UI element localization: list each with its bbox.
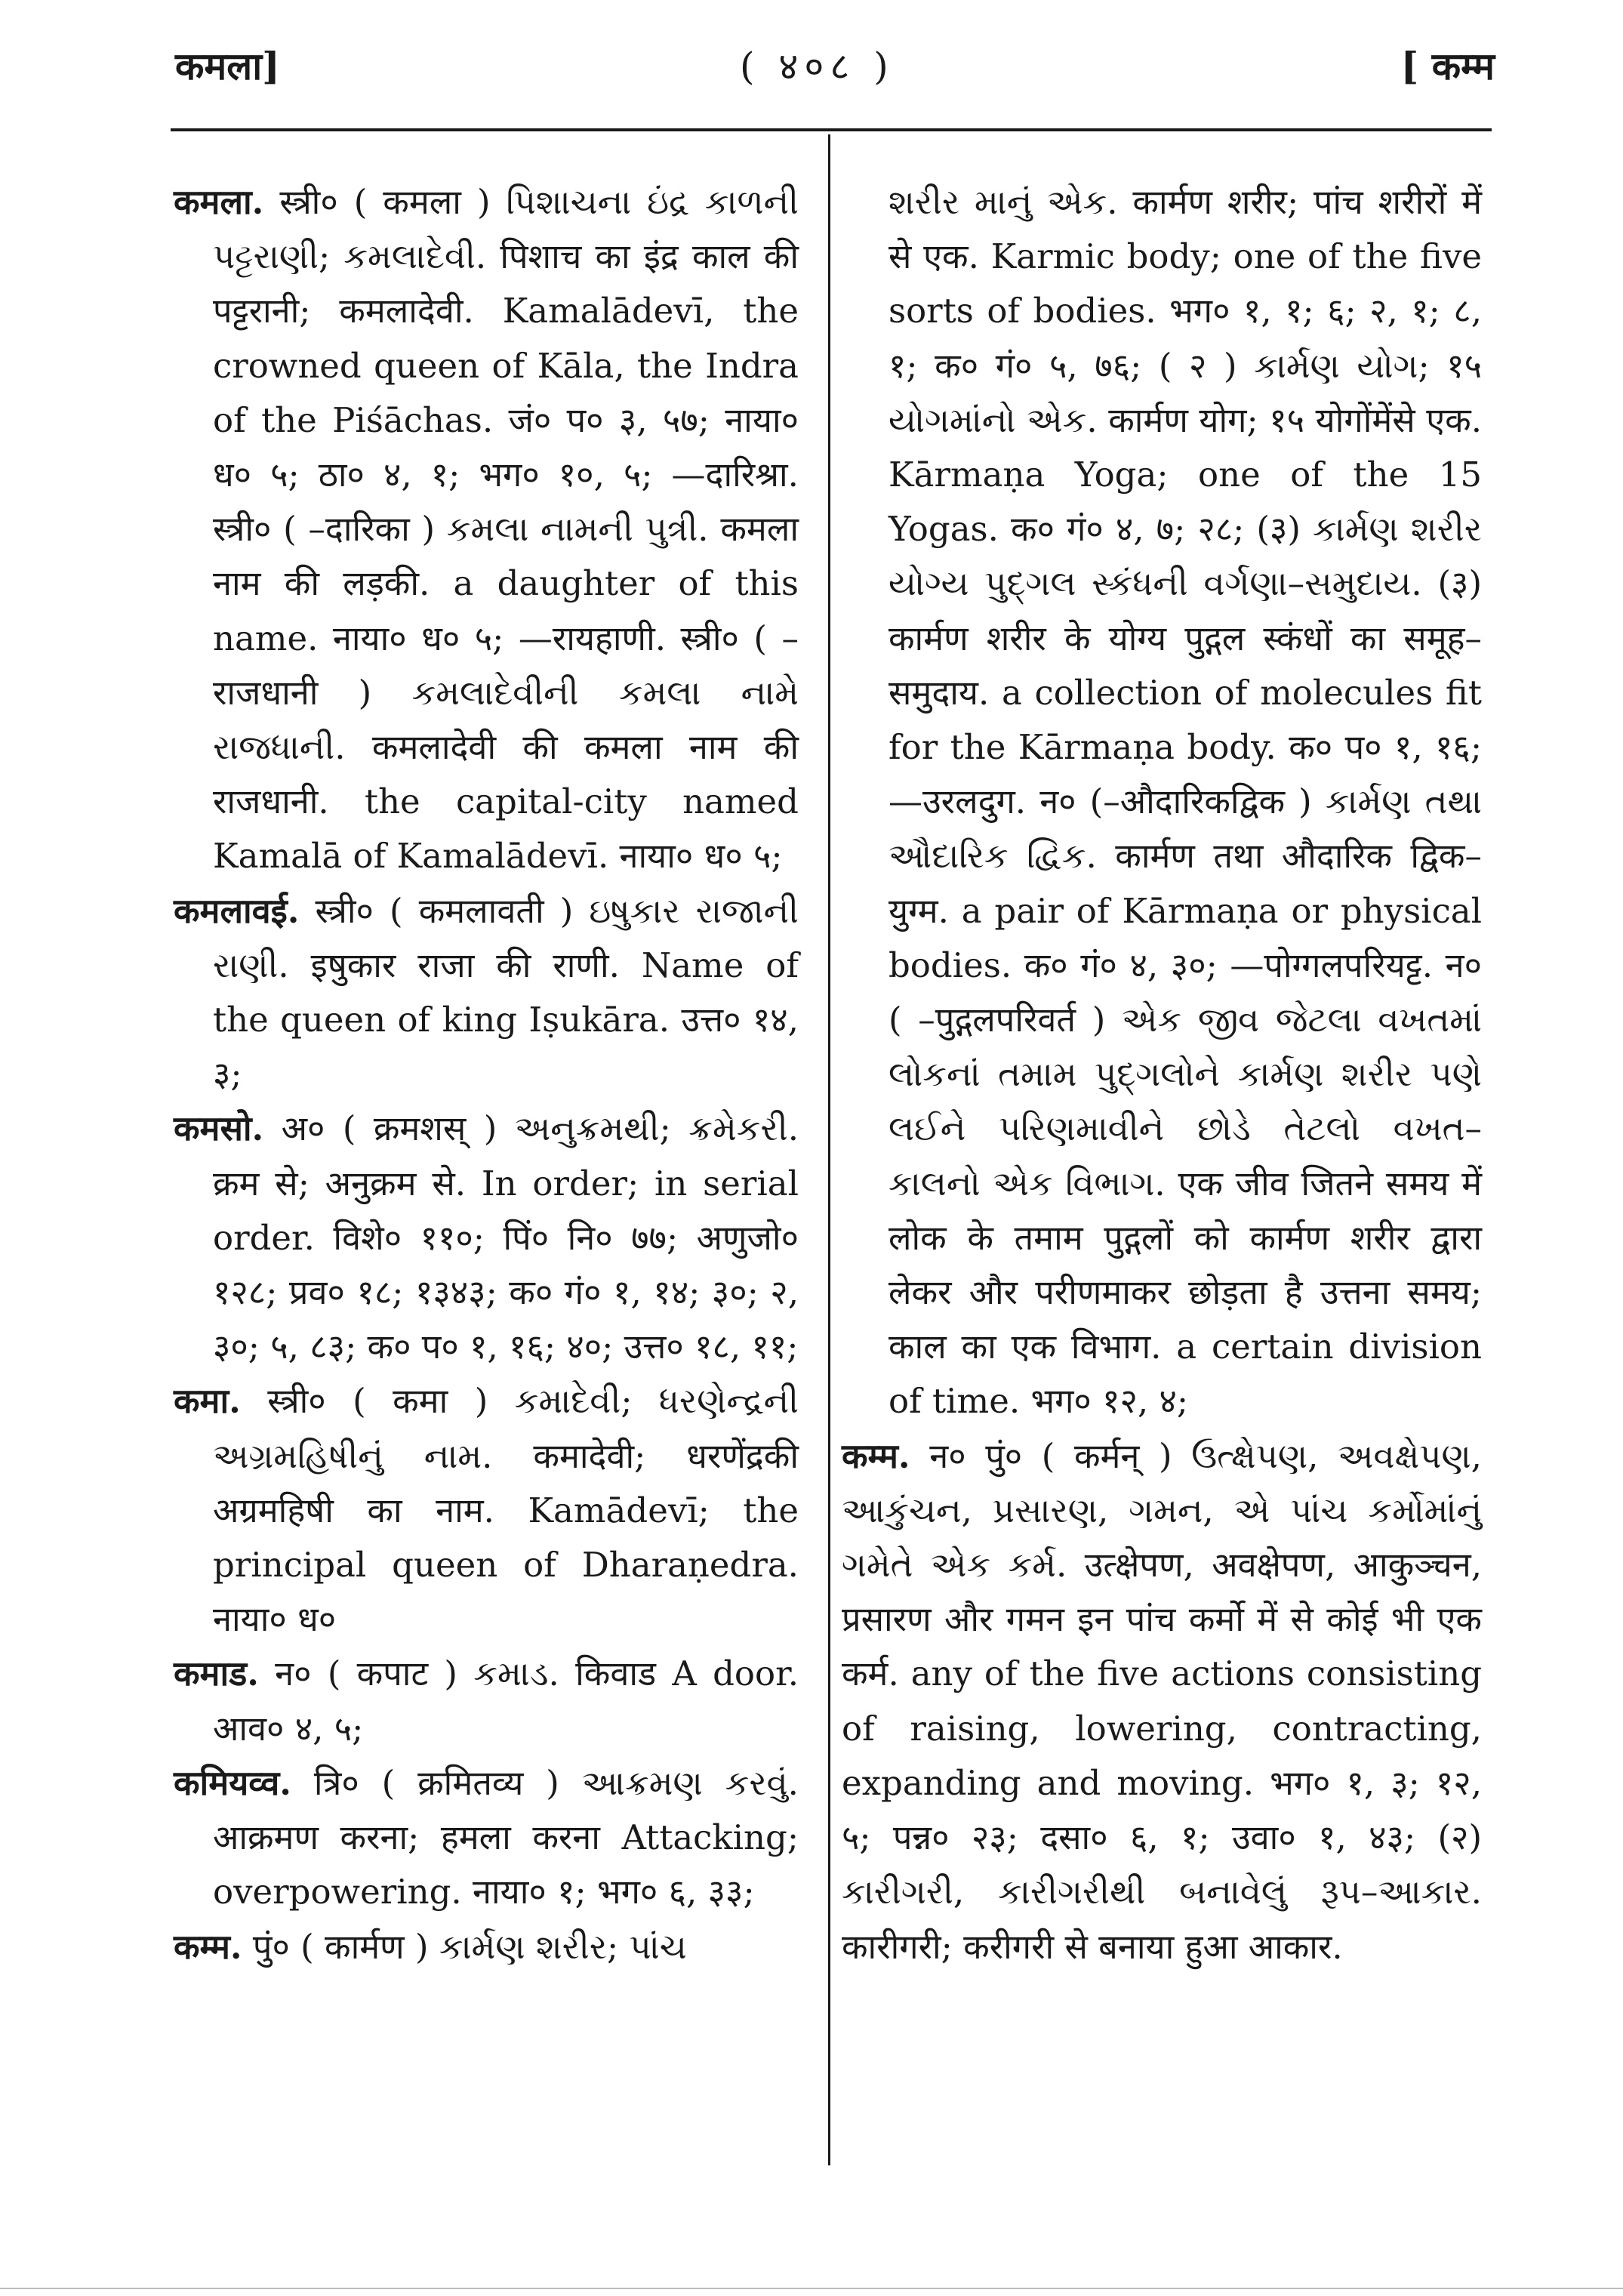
entry-text: अ० ( क्रमशस् ) અનુક્રમથી; ક્રમેકરી. क्रम से; अनुक्रम से. In order; in serial order. विशे० ११०; पिं० नि० ७७; अणुजो० १२८; प्रव० १८; १३४३; क० गं० १, १४; ३०; २, ३०; ५, ८३; क० प० १, १६; ४०; उत्त० १८, ११; [213, 1108, 799, 1367]
left-column [174, 175, 799, 1974]
entry-text: स्त्री० ( कमला ) પિશાચના ઇંદ્ર કાળની પટ્ટરાણી; કમલાદેવી. पिशाच का इंद्र काल की पट्टरानी; कमलादेवी. Kamalādevī, the crowned queen of Kāla, the Indra of the Piśāchas. जं० प० ३, ५७; नाया० ध० ५; ठा० ४, १; भग० १०, ५; —दारिश्रा. स्त्री० ( –दारिका ) કમલા નામની પુત્રી. कमला नाम की लड़की. a daughter of this name. नाया० ध० ५; —रायहाणी. स्त्री० ( –राजधानी ) કમલાદેવીની કમલા નામે રાજધાની. कमलादेवी की कमला नाम की राजधानी. the capital-city named Kamalā of Kamalādevī. नाया० ध० ५; [213, 182, 799, 877]
dictionary-entry [174, 1102, 799, 1374]
entry-text: શરીર માનું એક. कार्मण शरीर; पांच शरीरों में से एक. Karmic body; one of the five sorts of bodies. भग० १, १; ६; २, १; ८, १; क० गं० ५, ७६; ( २ ) કાર્મણ યોગ; १५ યોગમાંનો એક. कार्मण योग; १५ योगोंमेंसे एक. Kārmaṇa Yoga; one of the 15 Yogas. क० गं० ४, ७; २८; (३) કાર્મણ શરીર યોગ્ય પુદ્ગલ સ્કંધની વર્ગણા–સમુદાય. (३) कार्मण शरीर के योग्य पुद्गल स्कंधों का समूह–समुदाय. a collection of molecules fit for the Kārmaṇa body. क० प० १, १६; —उरलदुग. न० (–औदारिकद्विक ) કાર્મણ તથા ઔદારિક દ્વિક. कार्मण तथा औदारिक द्विक–युग्म. a pair of Kārmaṇa or physical bodies. क० गं० ४, ३०; —पोग्गलपरियट्ट. न० ( –पुद्गलपरिवर्त ) એક જીવ જેટલા વખતમાં લોકનાં તમામ પુદ્ગલોને કાર્મણ શરીર પણે લઈને પરિણમાવીને છોડે તેટલો વખત–કાલનો એક વિભાગ. एक जीव जितने समय में लोक के तमाम पुद्गलों को कार्मण शरीर द्वारा लेकर और परीणमाकर छोड़ता है उत्तना समय; काल का एक विभाग. a certain division of time. भग० १२, ४; [888, 182, 1482, 1422]
entry-text: पुं० ( कार्मण ) કાર્મણ શરીર; પાંચ [252, 1926, 687, 1967]
entry-headword: कम्म. [174, 1926, 242, 1967]
entry-text: त्रि० ( क्रमितव्य ) આક્રમણ કરવું. आक्रमण करना; हमला करना Attacking; overpowering. नाया० १; भग० ६, ३३; [213, 1762, 799, 1912]
page-number: ( ४०८ ) [740, 45, 895, 88]
entry-headword: कमलावई. [174, 890, 300, 931]
entry-headword: कमसो. [174, 1108, 264, 1149]
bottom-scan-edge [0, 2288, 1623, 2289]
dictionary-entry [174, 1374, 799, 1647]
dictionary-entry [842, 1429, 1482, 1974]
dictionary-entry-continuation [842, 175, 1482, 1429]
entry-headword: कम्म. [842, 1435, 910, 1476]
header-right-guideword: [ कम्म [1400, 44, 1495, 88]
entry-text: स्त्री० ( कमलावती ) ઇષુકાર રાજાની રાણી. इषुकार राजा की राणी. Name of the queen of king Iṣukāra. उत्त० १४, ३; [213, 890, 799, 1095]
header-left-guideword: कमला] [175, 44, 280, 88]
entry-headword: कमियव्व. [174, 1762, 291, 1803]
dictionary-entry [174, 1647, 799, 1755]
entry-text: न० ( कपाट ) કમાડ. किवाड A door. आव० ४, ५; [213, 1653, 799, 1749]
entry-headword: कमला. [174, 182, 264, 222]
entry-text: न० पुं० ( कर्मन् ) ઉત્ક્ષેપણ, અવક્ષેપણ, આકુંચન, પ્રસારણ, ગમન, એ પાંચ કર્મોમાંનું ગમેતે એક કર્મ. उत्क्षेपण, अवक्षेपण, आकुञ्चन, प्रसारण और गमन इन पांच कर्मो में से कोई भी एक कर्म. any of the five actions consisting of raising, lowering, contracting, expanding and moving. भग० १, ३; १२, ५; पन्न० २३; दसा० ६, १; उवा० १, ४३; (२) કારીગરી, કારીગરીથી બનાવેલું રૂપ–આકાર. कारीगरी; करीगरी से बनाया हुआ आकार. [842, 1435, 1482, 1967]
dictionary-entry [174, 175, 799, 884]
header-rule [171, 128, 1492, 131]
dictionary-entry [174, 1920, 799, 1974]
entry-headword: कमाड. [174, 1653, 259, 1694]
column-divider [828, 134, 830, 2165]
dictionary-entry [174, 884, 799, 1102]
dictionary-entry [174, 1756, 799, 1920]
right-column [842, 175, 1482, 1974]
entry-text: स्त्री० ( कमा ) કમાદેવી; ધરણેન્દ્રની અગ્રમહિષીનું નામ. कमादेवी; धरणेंद्रकी अग्रमहिषी का नाम. Kamādevī; the principal queen of Dharaṇedra. नाया० ध० [213, 1381, 799, 1640]
entry-headword: कमा. [174, 1381, 241, 1422]
